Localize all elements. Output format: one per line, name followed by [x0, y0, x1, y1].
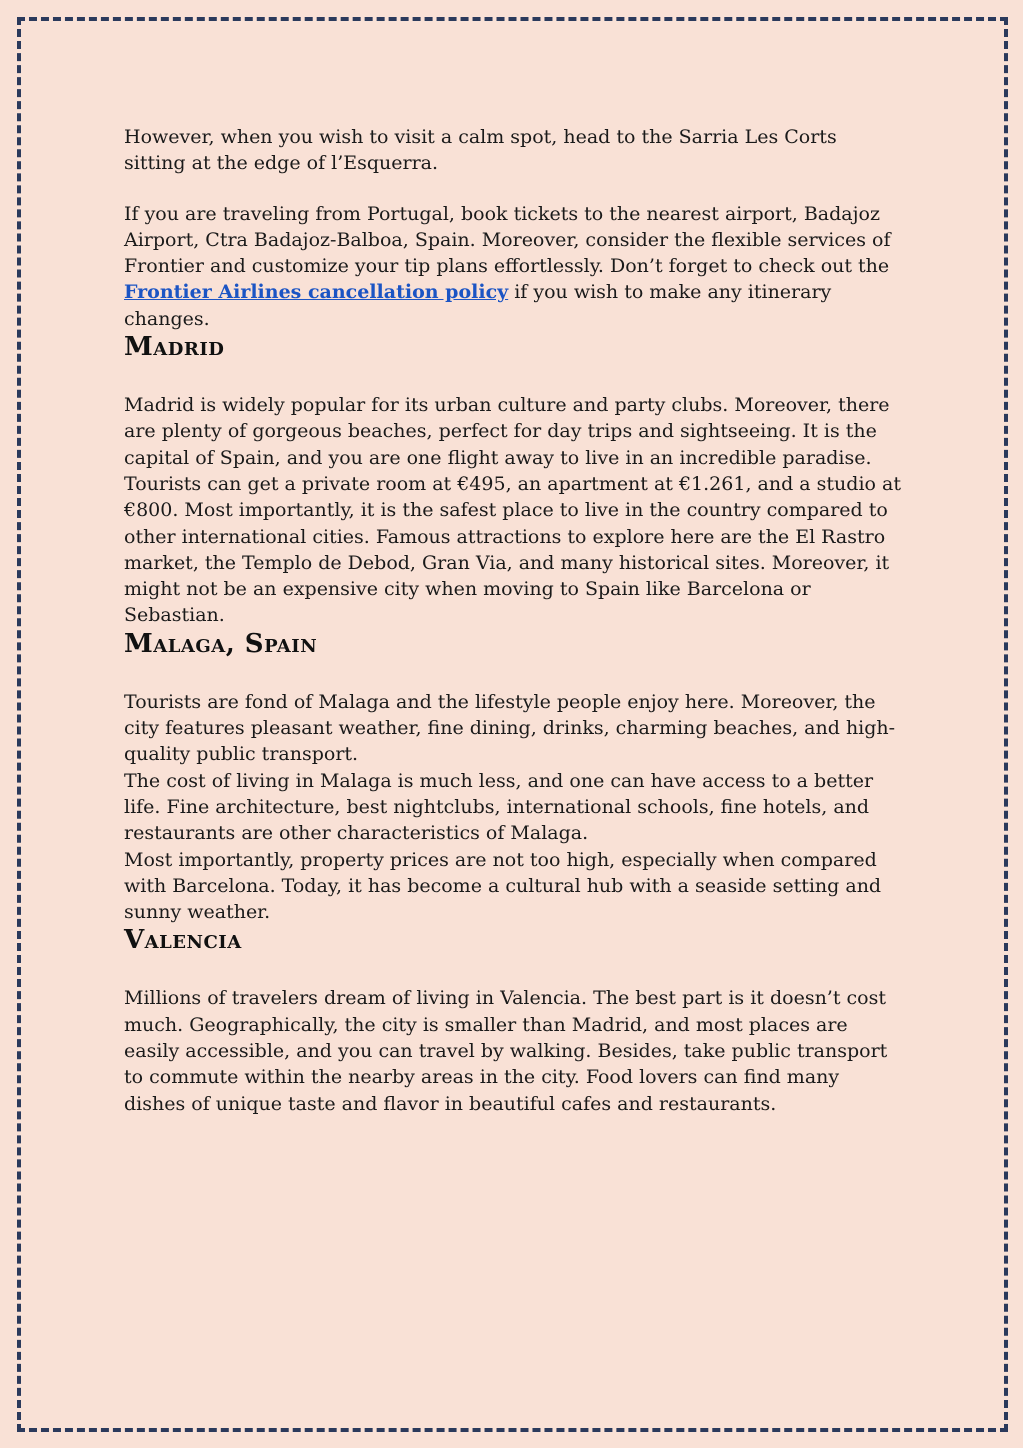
cancellation-policy-link[interactable]: Frontier Airlines cancellation policy: [124, 281, 509, 304]
document-body: [124, 124, 904, 1117]
valencia-paragraph: Millions of travelers dream of living in Valencia. The best part is it doesn’t cost much. Geographically, the city is smaller than Madrid, and most places are easily accessible, and you can travel by walking. Besides, take public transport to commute within the nearby areas in the city. Food lovers can find many dishes of unique taste and flavor in beautiful cafes and restaurants.: [124, 987, 888, 1115]
malaga-heading: Malaga, Spain: [124, 628, 318, 659]
intro-paragraph-2: [124, 201, 904, 332]
madrid-paragraph: Madrid is widely popular for its urban culture and party clubs. Moreover, there are plenty of gorgeous beaches, perfect for day trips and sightseeing. It is the capital of Spain, and you are one flight away to live in an incredible paradise. Tourists can get a private room at €495, an apartment at €1.261, and a studio at €800. Most importantly, it is the safest place to live in the country compared to other international cities. Famous attractions to explore here are the El Rastro market, the Templo de Debod, Gran Via, and many historical sites. Moreover, it might not be an expensive city when moving to Spain like Barcelona or Sebastian.: [124, 394, 901, 627]
valencia-heading: Valencia: [124, 925, 242, 956]
madrid-heading: Madrid: [124, 332, 225, 363]
intro-text-after-link: if you wish to make any itinerary changes.: [124, 281, 832, 330]
intro-text-before-link: If you are traveling from Portugal, book tickets to the nearest airport, Badajoz Airport, Ctra Badajoz-Balboa, Spain. Moreover, consider the flexible services of Frontier and customize your tip plans effortlessly. Don’t forget to check out the: [124, 202, 891, 278]
malaga-paragraph: Tourists are fond of Malaga and the lifestyle people enjoy here. Moreover, the city features pleasant weather, fine dining, drinks, charming beaches, and high-quality public transport. The cost of living in Malaga is much less, and one can have access to a better life. Fine architecture, best nightclubs, international schools, fine hotels, and restaurants are other characteristics of Malaga. Most importantly, property prices are not too high, especially when compared with Barcelona. Today, it has become a cultural hub with a seaside setting and sunny weather.: [124, 690, 896, 924]
intro-paragraph-1: However, when you wish to visit a calm spot, head to the Sarria Les Corts sitting at the edge of l’Esquerra.: [124, 126, 837, 175]
